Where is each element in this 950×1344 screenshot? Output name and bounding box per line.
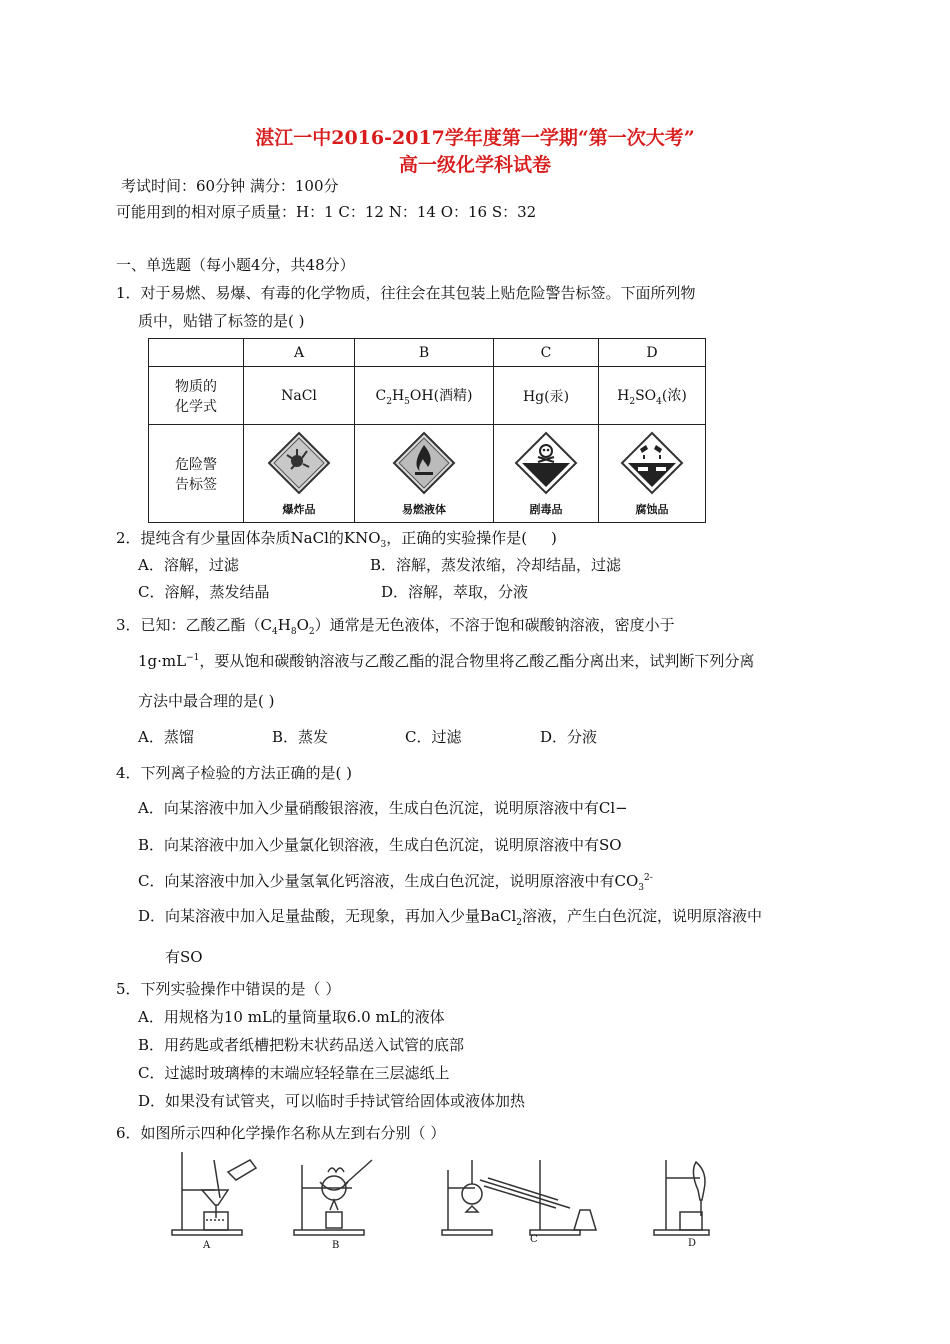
q4-option-b: B．向某溶液中加入少量氯化钡溶液，生成白色沉淀，说明原溶液中有SO [138, 836, 622, 854]
explosive-icon [267, 431, 331, 495]
label-explosive: 爆炸品 [282, 502, 316, 516]
hazard-label-table [148, 338, 706, 523]
section-heading: 一、单选题（每小题4分，共48分） [116, 256, 355, 274]
atomic-masses: 可能用到的相对原子质量：H：1 C：12 N：14 O：16 S：32 [116, 203, 537, 221]
q2-stem: 2．提纯含有少量固体杂质NaCl的$KNO_3$，正确的实验操作是( ) [116, 529, 557, 550]
q3-stem-line3: 方法中最合理的是( ) [138, 692, 275, 710]
q5-option-c: C．过滤时玻璃棒的末端应轻轻靠在三层滤纸上 [138, 1064, 450, 1082]
formula-a: NaCl [244, 367, 355, 425]
distillation-apparatus-figure [440, 1150, 610, 1240]
q5-option-b: B．用药匙或者纸槽把粉末状药品送入试管的底部 [138, 1036, 465, 1054]
q4-stem: 4．下列离子检验的方法正确的是( ) [116, 764, 353, 782]
q3-stem-line1: 3．已知：乙酸乙酯$(C_4H_8O_2)$通常是无色液体，不溶于饱和碳酸钠溶液，密度小于 [116, 616, 675, 637]
col-header-d: D [599, 339, 706, 367]
formula-d: $H_2SO_4$(浓) [599, 367, 706, 425]
figure-label-a: A [203, 1240, 211, 1251]
q3-option-d: D．分液 [540, 728, 598, 746]
q1-stem-line1: 1．对于易燃、易爆、有毒的化学物质，往往会在其包装上贴危险警告标签。下面所列物 [116, 284, 696, 302]
figure-label-b: B [332, 1240, 340, 1251]
hazard-cell-d [599, 425, 706, 523]
separatory-funnel-figure [650, 1150, 720, 1240]
row-label-hazard: 危险警 告标签 [149, 425, 244, 523]
hazard-cell-c [494, 425, 599, 523]
q5-option-d: D．如果没有试管夹，可以临时手持试管给固体或液体加热 [138, 1092, 526, 1110]
formula-b: $C_2H_5OH$(酒精) [355, 367, 494, 425]
q6-stem: 6．如图所示四种化学操作名称从左到右分别（ ） [116, 1124, 446, 1142]
figure-label-d: D [688, 1238, 697, 1249]
exam-info: 考试时间：60分钟 满分：100分 [121, 177, 339, 195]
q4-option-c: C．向某溶液中加入少量氢氧化钙溶液，生成白色沉淀，说明原溶液中有$CO_3^{2-}$ [138, 872, 653, 893]
hazard-cell-b [355, 425, 494, 523]
exam-title: 湛江一中2016-2017学年度第一学期“第一次大考” [255, 127, 695, 149]
corrosive-icon [620, 431, 684, 495]
q3-stem-line2: $1g\cdot mL^{-1}$，要从饱和碳酸钠溶液与乙酸乙酯的混合物里将乙酸乙酯分离出来，试判断下列分离 [138, 652, 755, 670]
q4-option-a: A．向某溶液中加入少量硝酸银溶液，生成白色沉淀，说明原溶液中有Cl− [138, 799, 628, 817]
q5-option-a: A．用规格为10 mL的量筒量取6.0 mL的液体 [138, 1008, 445, 1026]
label-flammable: 易燃液体 [402, 502, 446, 516]
skull-icon [514, 431, 578, 495]
row-label-formula: 物质的 化学式 [149, 367, 244, 425]
q2-option-d: D．溶解，萃取，分液 [381, 583, 529, 601]
q5-stem: 5．下列实验操作中错误的是（ ） [116, 980, 341, 998]
formula-c: Hg(汞) [494, 367, 599, 425]
filtration-apparatus-figure [170, 1150, 265, 1240]
hazard-cell-a [244, 425, 355, 523]
flame-icon [392, 431, 456, 495]
q1-stem-line2: 质中，贴错了标签的是( ) [138, 312, 305, 330]
exam-subtitle: 高一级化学科试卷 [398, 154, 551, 176]
label-toxic: 剧毒品 [529, 502, 563, 516]
q2-option-a: A．溶解，过滤 [138, 556, 239, 574]
q4-option-d-line1: D．向某溶液中加入足量盐酸，无现象，再加入少量BaCl$_2$溶液，产生白色沉淀，说明原溶液中 [138, 907, 763, 928]
label-corrosive: 腐蚀品 [635, 502, 669, 516]
evaporation-apparatus-figure [292, 1150, 382, 1240]
col-header-c: C [494, 339, 599, 367]
col-header-b: B [355, 339, 494, 367]
figure-label-c: C [530, 1234, 538, 1245]
q4-option-d-line2: 有SO [165, 948, 203, 966]
q2-option-c: C．溶解，蒸发结晶 [138, 583, 270, 601]
q3-option-a: A．蒸馏 [138, 728, 194, 746]
q3-option-b: B．蒸发 [272, 728, 329, 746]
col-header-a: A [244, 339, 355, 367]
q2-option-b: B．溶解，蒸发浓缩，冷却结晶，过滤 [370, 556, 622, 574]
q3-option-c: C．过滤 [405, 728, 462, 746]
